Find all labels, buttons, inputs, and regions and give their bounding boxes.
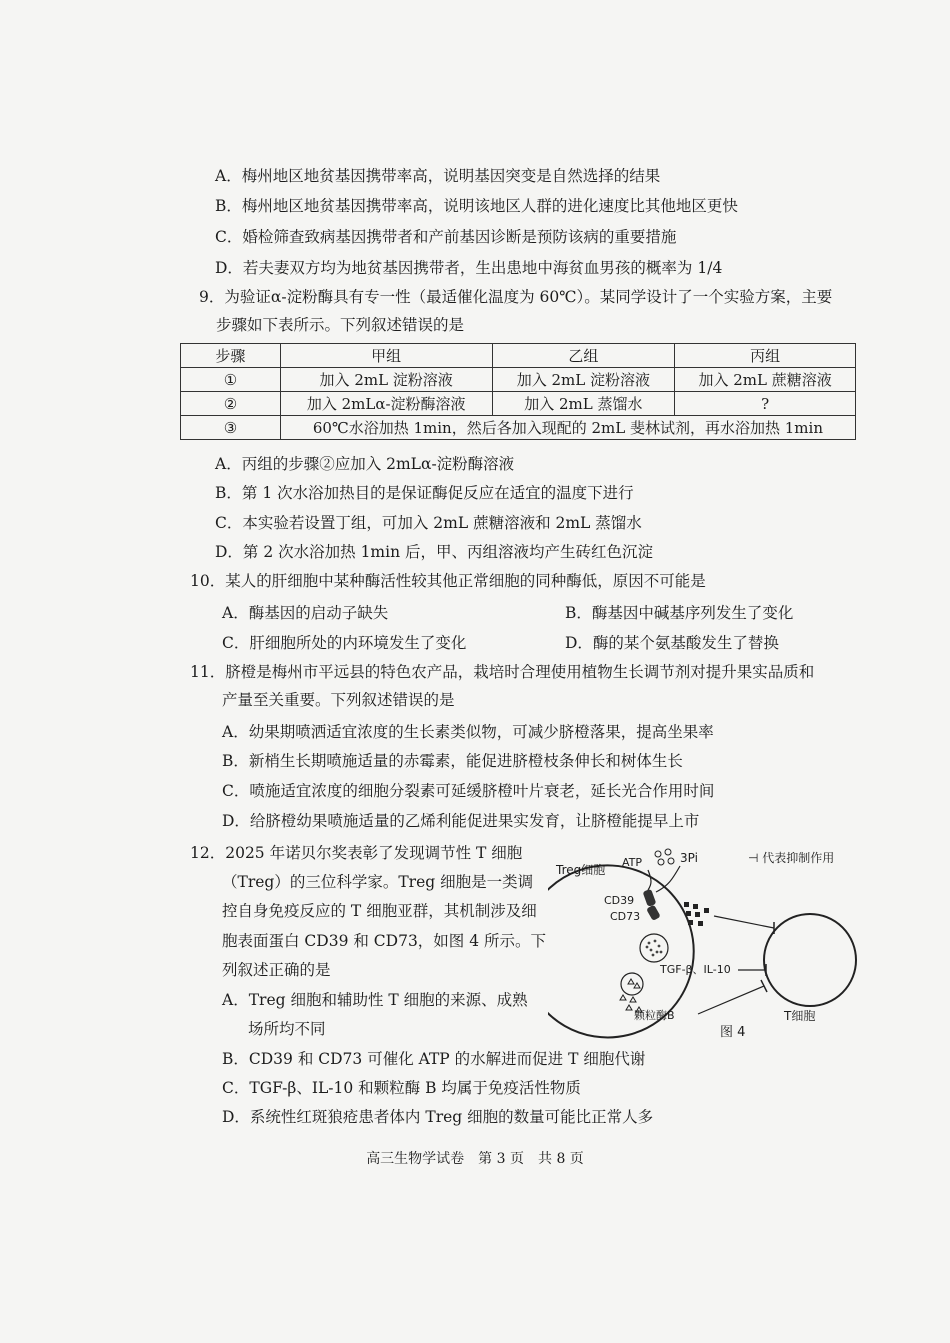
table-header: 甲组 [280, 344, 492, 368]
table-row [181, 416, 856, 440]
vesicle-granules [646, 940, 663, 957]
q12-option-b: B．CD39 和 CD73 可催化 ATP 的水解进而促进 T 细胞代谢 [222, 1050, 646, 1068]
secretory-vesicle [640, 934, 668, 962]
tgf-il10-label: TGF-β、IL-10 [660, 963, 731, 976]
t-cell-label: T细胞 [784, 1009, 816, 1023]
q9-stem-line1: 9．为验证α-淀粉酶具有专一性（最适催化温度为 60℃）。某同学设计了一个实验方案，主要 [199, 288, 833, 306]
inhibit-bar-3 [761, 980, 767, 992]
treg-label: Treg细胞 [556, 863, 606, 877]
cd73-protein [646, 904, 661, 921]
q10-option-c: C．肝细胞所处的内环境发生了变化 [222, 634, 467, 652]
atp-molecules [655, 849, 674, 865]
pi-arrow [656, 866, 680, 892]
q10-option-a: A．酶基因的启动子缺失 [222, 604, 389, 622]
table-cell: 加入 2mL 淀粉溶液 [280, 368, 492, 392]
table-cell: ③ [181, 416, 281, 440]
atp-arrow [648, 870, 651, 890]
q11-stem-line1: 11．脐橙是梅州市平远县的特色农产品，栽培时合理使用植物生长调节剂对提升果实品质和 [190, 663, 815, 681]
q8-option-a: A．梅州地区地贫基因携带率高，说明基因突变是自然选择的结果 [215, 167, 661, 185]
figure-4-diagram [548, 840, 868, 1045]
figure-caption: 图 4 [720, 1025, 746, 1040]
q11-option-a: A．幼果期喷洒适宜浓度的生长素类似物，可减少脐橙落果，提高坐果率 [222, 723, 714, 741]
table-row [181, 392, 856, 416]
table-cell: 加入 2mL 蒸馏水 [492, 392, 675, 416]
q12-stem-line5: 列叙述正确的是 [222, 961, 331, 979]
q12-stem-line1: 12．2025 年诺贝尔奖表彰了发现调节性 T 细胞 [190, 844, 523, 862]
cd39-protein [643, 889, 657, 907]
q12-stem-line2: （Treg）的三位科学家。Treg 细胞是一类调 [222, 873, 534, 891]
table-header-row [181, 344, 856, 368]
q10-option-b: B．酶基因中碱基序列发生了变化 [565, 604, 794, 622]
q12-option-a-line2: 场所均不同 [248, 1020, 326, 1038]
q10-stem: 10．某人的肝细胞中某种酶活性较其他正常细胞的同种酶低，原因不可能是 [190, 572, 706, 590]
q8-option-c: C．婚检筛查致病基因携带者和产前基因诊断是预防该病的重要措施 [215, 228, 677, 246]
table-cell: ① [181, 368, 281, 392]
q9-option-d: D．第 2 次水浴加热 1min 后，甲、丙组溶液均产生砖红色沉淀 [215, 543, 653, 561]
q12-option-a-line1: A．Treg 细胞和辅助性 T 细胞的来源、成熟 [222, 991, 528, 1009]
table-cell: 加入 2mL 淀粉溶液 [492, 368, 675, 392]
q12-option-d: D．系统性红斑狼疮患者体内 Treg 细胞的数量可能比正常人多 [222, 1108, 654, 1126]
q12-stem-line3: 控自身免疫反应的 T 细胞亚群，其机制涉及细 [222, 902, 537, 920]
pi-label: 3Pi [680, 851, 698, 865]
q12-option-c: C．TGF-β、IL-10 和颗粒酶 B 均属于免疫活性物质 [222, 1079, 581, 1097]
q11-option-d: D．给脐橙幼果喷施适量的乙烯利能促进果实发育，让脐橙能提早上市 [222, 812, 700, 830]
inhibit-line-3 [698, 986, 764, 1014]
table-header: 步骤 [181, 344, 281, 368]
table-header: 丙组 [675, 344, 856, 368]
q9-option-a: A．丙组的步骤②应加入 2mLα-淀粉酶溶液 [215, 455, 515, 473]
table-cell: ② [181, 392, 281, 416]
q11-option-c: C．喷施适宜浓度的细胞分裂素可延缓脐橙叶片衰老，延长光合作用时间 [222, 782, 715, 800]
legend-inhibition: ⊣ 代表抑制作用 [748, 851, 835, 865]
q10-option-d: D．酶的某个氨基酸发生了替换 [565, 634, 779, 652]
cd39-label: CD39 [604, 894, 635, 907]
table-header: 乙组 [492, 344, 675, 368]
page-footer: 高三生物学试卷 第 3 页 共 8 页 [366, 1151, 584, 1167]
cd73-label: CD73 [610, 910, 641, 923]
q8-option-b: B．梅州地区地贫基因携带率高，说明该地区人群的进化速度比其他地区更快 [215, 197, 738, 215]
table-cell-merged: 60℃水浴加热 1min，然后各加入现配的 2mL 斐林试剂，再水浴加热 1min [280, 416, 855, 440]
table-row [181, 368, 856, 392]
table-cell: 加入 2mL 蔗糖溶液 [675, 368, 856, 392]
t-cell [764, 914, 856, 1006]
q11-option-b: B．新梢生长期喷施适量的赤霉素，能促进脐橙枝条伸长和树体生长 [222, 752, 683, 770]
q9-stem-line2: 步骤如下表所示。下列叙述错误的是 [216, 316, 465, 334]
granzyme-label: 颗粒酶B [634, 1009, 675, 1022]
q11-stem-line2: 产量至关重要。下列叙述错误的是 [222, 691, 455, 709]
q9-option-c: C．本实验若设置丁组，可加入 2mL 蔗糖溶液和 2mL 蒸馏水 [215, 514, 642, 532]
q9-option-b: B．第 1 次水浴加热目的是保证酶促反应在适宜的温度下进行 [215, 484, 634, 502]
q12-stem-line4: 胞表面蛋白 CD39 和 CD73，如图 4 所示。下 [222, 932, 547, 950]
q8-option-d: D．若夫妻双方均为地贫基因携带者，生出患地中海贫血男孩的概率为 1/4 [215, 259, 723, 277]
q9-steps-table [180, 343, 856, 440]
inhibit-line-1 [714, 916, 774, 928]
table-cell: 加入 2mLα-淀粉酶溶液 [280, 392, 492, 416]
table-cell: ? [675, 392, 856, 416]
atp-label: ATP [622, 856, 643, 869]
